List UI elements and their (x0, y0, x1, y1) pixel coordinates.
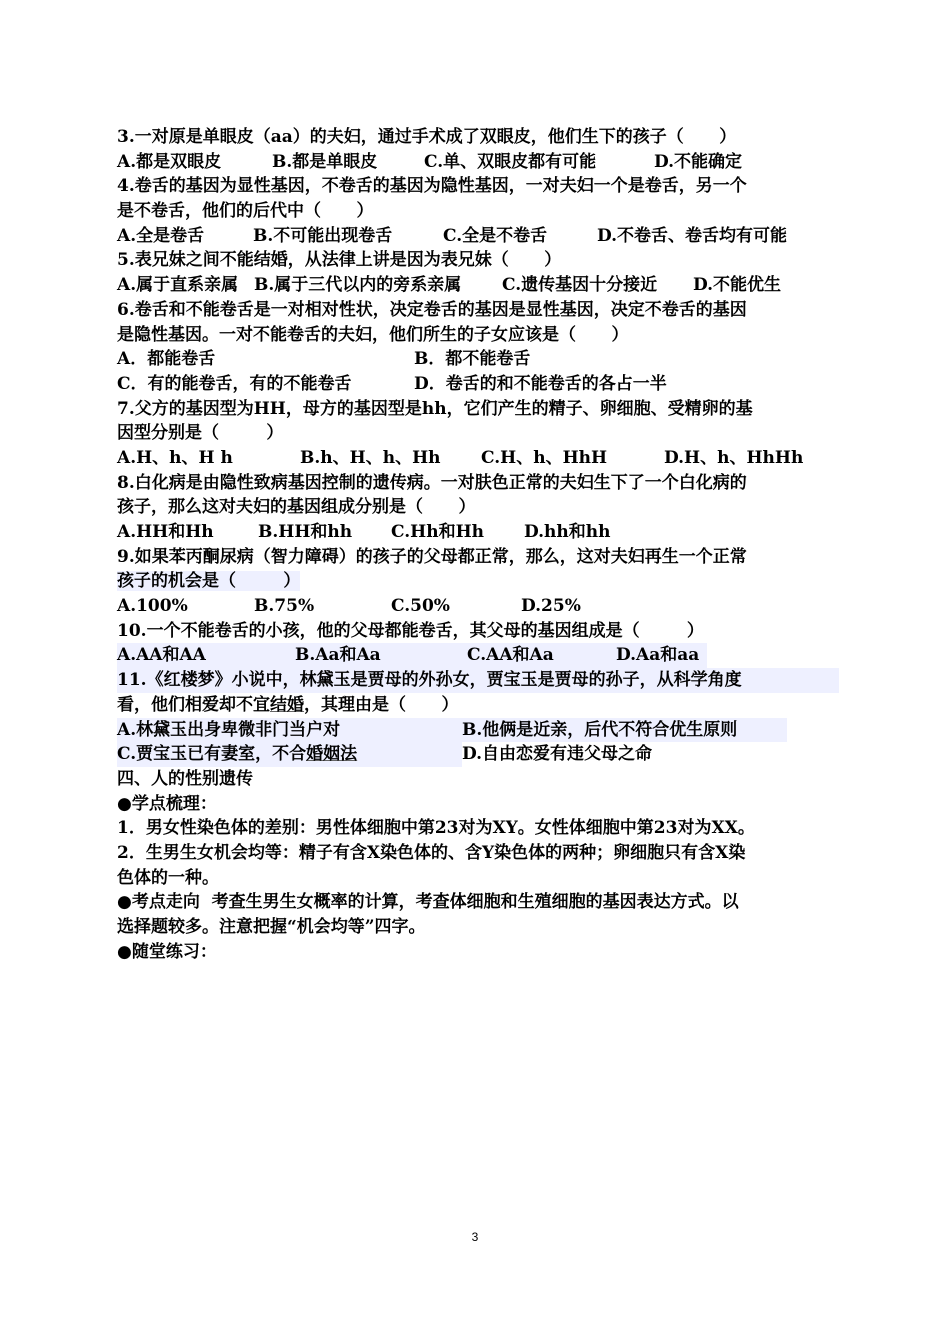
question-11-stem-text: 看，他们相爱却不宜 (117, 694, 270, 715)
question-4-stem-line-1: 4.卷舌的基因为显性基因，不卷舌的基因为隐性基因，一对夫妇一个是卷舌，另一个 (117, 176, 747, 197)
question-9-option-d: D.25% (521, 596, 581, 617)
question-6-stem-line-1: 6.卷舌和不能卷舌是一对相对性状，决定卷舌的基因是显性基因，决定不卷舌的基因 (117, 299, 747, 320)
question-10-options (117, 643, 707, 668)
question-7-option-d: D.H、h、HhHh (664, 447, 804, 468)
question-10-option-b: B.Aa和Aa (295, 645, 381, 666)
question-6-option-b: B．都不能卷舌 (414, 349, 531, 370)
question-11-options-row-2 (117, 742, 839, 767)
question-5-option-b: B.属于三代以内的旁系亲属 (254, 275, 462, 296)
question-10-option-a: A.AA和AA (117, 645, 206, 666)
section-4-practice-heading: ●随堂练习： (117, 941, 217, 962)
question-11-option-d: D.自由恋爱有违父母之命 (462, 744, 653, 765)
question-4-option-b: B.不可能出现卷舌 (253, 225, 393, 246)
question-11-option-c-underlined: 婚姻法 (306, 744, 358, 765)
question-11-option-a: A.林黛玉出身卑微非门当户对 (117, 718, 462, 743)
question-4-option-a: A.全是卷舌 (117, 225, 205, 246)
question-4-option-d: D.不卷舌、卷舌均有可能 (597, 225, 788, 246)
question-7-stem-line-2: 因型分别是（ ） (117, 423, 284, 444)
question-9-option-c: C.50% (391, 596, 450, 617)
question-7-option-c: C.H、h、HhH (481, 447, 608, 468)
question-8-option-a: A.HH和Hh (117, 522, 214, 542)
question-8-option-c: C.Hh和Hh (391, 522, 484, 542)
question-9-option-b: B.75% (254, 596, 315, 617)
question-4-option-c: C.全是不卷舌 (443, 225, 548, 246)
question-3-option-c: C.单、双眼皮都有可能 (424, 151, 597, 172)
question-8-stem-line-1: 8.白化病是由隐性致病基因控制的遗传病。一对肤色正常的夫妇生下了一个白化病的 (117, 472, 747, 493)
question-11-option-c-text: C.贾宝玉已有妻室，不合 (117, 744, 307, 765)
section-4-exam-focus-line-1: ●考点走向 考查生男生女概率的计算，考查体细胞和生殖细胞的基因表达方式。以 (117, 892, 739, 913)
question-3-option-b: B.都是单眼皮 (272, 151, 378, 172)
question-7-stem-line-1: 7.父方的基因型为HH，母方的基因型是hh，它们产生的精子、卵细胞、受精卵的基 (117, 398, 753, 419)
question-3-option-d: D.不能确定 (654, 151, 743, 172)
question-11-options-row-1 (117, 718, 839, 743)
question-6-options-row-1 (117, 347, 839, 372)
question-5-option-c: C.遗传基因十分接近 (502, 275, 658, 296)
question-10-option-c: C.AA和Aa (467, 645, 554, 666)
question-6-option-d: D．卷舌的和不能卷舌的各占一半 (414, 373, 667, 394)
section-4-point-1: 1．男女性染色体的差别：男性体细胞中第23对为XY。女性体细胞中第23对为XX。 (117, 818, 755, 839)
question-5-stem: 5.表兄妹之间不能结婚，从法律上讲是因为表兄妹（ ） (117, 250, 562, 271)
question-5-options (117, 273, 839, 298)
question-6-option-a: A．都能卷舌 (117, 349, 216, 370)
question-11-underlined-word: 结婚 (270, 694, 304, 715)
section-4-point-2-line-2: 色体的一种。 (117, 867, 219, 888)
question-3-options (117, 150, 839, 175)
section-4-point-2-line-1: 2．生男生女机会均等：精子有含X染色体的、含Y染色体的两种；卵细胞只有含X染 (117, 842, 746, 863)
question-11-stem-tail: ，其理由是（ ） (304, 694, 459, 715)
question-10-stem: 10.一个不能卷舌的小孩，他的父母都能卷舌，其父母的基因组成是（ ） (117, 620, 704, 641)
question-8-option-d: D.hh和hh (524, 522, 611, 542)
question-4-stem-line-2: 是不卷舌，他们的后代中（ ） (117, 201, 374, 222)
question-9-stem-line-2 (117, 569, 839, 594)
question-9-stem-line-2-text: 孩子的机会是（ ） (117, 571, 301, 592)
question-4-options (117, 224, 839, 249)
question-6-option-c: C．有的能卷舌，有的不能卷舌 (117, 373, 352, 394)
question-8-option-b: B.HH和hh (258, 522, 353, 542)
question-11-option-c (117, 742, 462, 767)
question-8-options (117, 520, 839, 545)
question-9-option-a: A.100% (117, 596, 188, 617)
page-content (117, 125, 839, 964)
question-6-stem-line-2: 是隐性基因。一对不能卷舌的夫妇，他们所生的子女应该是（ ） (117, 324, 629, 345)
question-9-stem-line-1: 9.如果苯丙酮尿病（智力障碍）的孩子的父母都正常，那么，这对夫妇再生一个正常 (117, 546, 747, 567)
question-9-options (117, 594, 839, 619)
question-5-option-d: D.不能优生 (693, 275, 782, 296)
question-10-option-d: D.Aa和aa (616, 645, 700, 666)
question-5-option-a: A.属于直系亲属 (117, 275, 239, 296)
question-7-options (117, 446, 839, 471)
question-11-stem-line-1: 11.《红楼梦》小说中，林黛玉是贾母的外孙女，贾宝玉是贾母的孙子，从科学角度 (117, 668, 839, 693)
question-3-option-a: A.都是双眼皮 (117, 151, 222, 172)
section-4-points-heading: ●学点梳理： (117, 793, 217, 814)
question-3-stem: 3.一对原是单眼皮（aa）的夫妇，通过手术成了双眼皮，他们生下的孩子（ ） (117, 127, 737, 147)
question-6-options-row-2 (117, 372, 839, 397)
page-number: 3 (471, 1230, 479, 1244)
question-7-option-b: B.h、H、h、Hh (300, 447, 441, 468)
question-8-stem-line-2: 孩子，那么这对夫妇的基因组成分别是（ ） (117, 497, 476, 518)
section-4-exam-focus-line-2: 选择题较多。注意把握“机会均等”四字。 (117, 917, 426, 937)
question-7-option-a: A.H、h、H h (117, 447, 233, 468)
question-11-stem-line-2 (117, 693, 839, 718)
question-11-option-b: B.他俩是近亲，后代不符合优生原则 (462, 718, 787, 743)
section-4-title: 四、人的性别遗传 (117, 768, 253, 789)
